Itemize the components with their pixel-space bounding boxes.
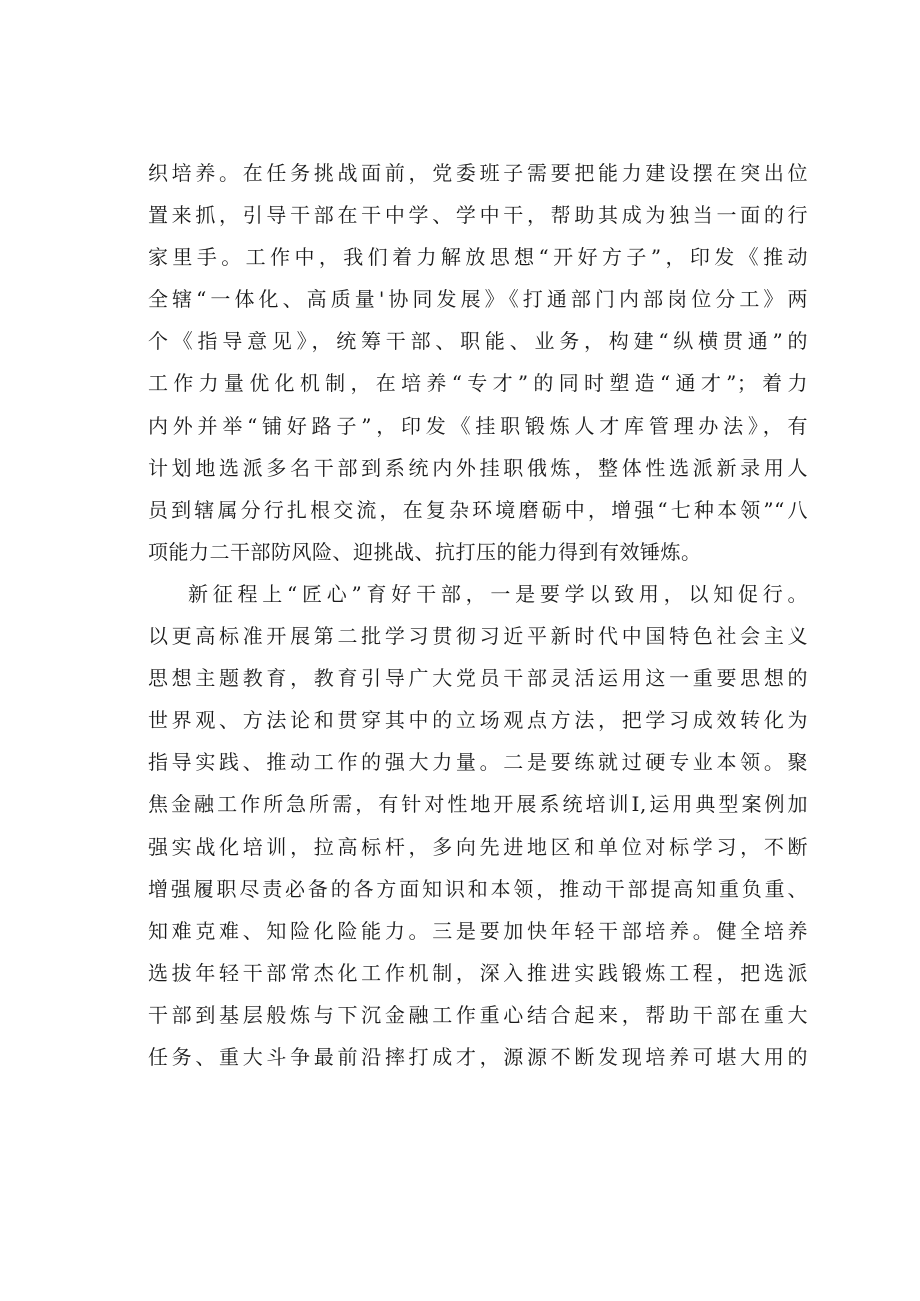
text-line: 强实战化培训，拉高标杆，多向先进地区和单位对标学习，不断	[148, 834, 808, 859]
text-line: 工作力量优化机制，在培养“专才”的同时塑造“通才”；着力	[148, 371, 808, 396]
text-line: 干部到基层般炼与下沉金融工作重心结合起来，帮助干部在重大	[148, 1002, 808, 1027]
paragraph-2	[148, 573, 808, 1078]
text-line: 置来抓，引导干部在干中学、学中干，帮助其成为独当一面的行	[148, 203, 808, 228]
text-line: 知难克难、知险化险能力。三是要加快年轻干部培养。健全培养	[148, 918, 808, 943]
text-line: 选拔年轻干部常杰化工作机制，深入推进实践锻炼工程，把选派	[148, 960, 808, 985]
text-line: 计划地选派多名干部到系统内外挂职俄炼，整体性选派新录用人	[148, 455, 808, 480]
text-line: 内外并举“铺好路子”，印发《挂职锻炼人才库管理办法》，有	[148, 413, 808, 438]
text-line: 增强履职尽责必备的各方面知识和本领，推动干部提高知重负重、	[148, 876, 808, 901]
text-line: 以更高标准开展第二批学习贯彻习近平新时代中国特色社会主义	[148, 624, 808, 649]
text-line: 员到辖属分行扎根交流，在复杂环境磨砺中，增强“七种本领”“八	[148, 497, 808, 522]
text-line: 全辖“一体化、高质量'协同发展》《打通部门内部岗位分工》两	[148, 287, 808, 312]
text-line: 织培养。在任务挑战面前，党委班子需要把能力建设摆在突出位	[148, 161, 808, 185]
text-line: 个《指导意见》，统筹干部、职能、业务，构建“纵横贯通”的	[148, 329, 808, 354]
text-line: 家里手。工作中，我们着力解放思想“开好方子”，印发《推动	[148, 245, 808, 270]
text-line: 任务、重大斗争最前沿摔打成才，源源不断发现培养可堪大用的	[148, 1044, 808, 1069]
text-line: 焦金融工作所急所需，有针对性地开展系统培训I,运用典型案例加	[148, 792, 808, 817]
text-line: 项能力二干部防风险、迎挑战、抗打压的能力得到有效锤炼。	[148, 539, 702, 564]
body-text	[148, 152, 808, 1078]
text-line: 世界观、方法论和贯穿其中的立场观点方法，把学习成效转化为	[148, 708, 808, 733]
text-line: 思想主题教育，教育引导广大党员干部灵活运用这一重要思想的	[148, 666, 808, 691]
text-line: 新征程上“匠心”育好干部，一是要学以致用，以知促行。	[188, 581, 808, 606]
paragraph-1	[148, 152, 808, 573]
text-line: 指导实践、推动工作的强大力量。二是要练就过硬专业本领。聚	[148, 750, 808, 775]
